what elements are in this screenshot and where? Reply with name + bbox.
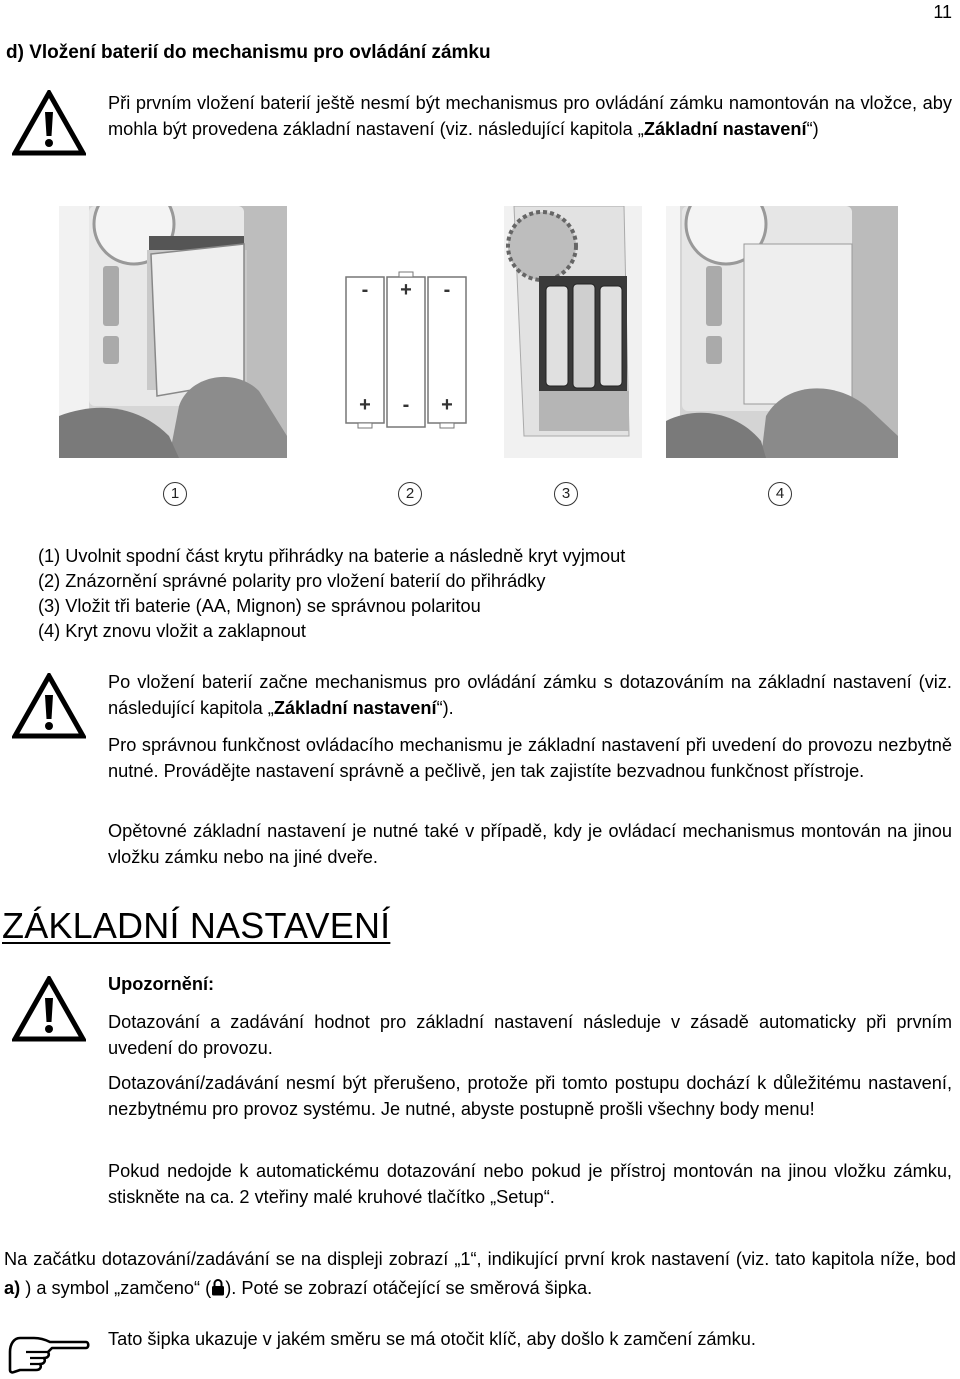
importance-paragraph: Pro správnou funkčnost ovládacího mechanismu je základní nastavení při uvedení do provozu nezbytně nutné. Provádějte nastavení správně a pečlivě, jen tak zajistíte bezvadnou funkčnost přístroje. <box>108 735 952 781</box>
battery-2-top-sign: + <box>400 279 412 301</box>
battery-polarity-diagram <box>340 268 470 430</box>
after-insert-text: Po vložení baterií začne mechanismus pro ovládání zámku s dotazováním na základní nastavení (viz. následující kapitola „ <box>108 672 952 718</box>
figure-label-2: 2 <box>398 482 422 506</box>
main-heading: ZÁKLADNÍ NASTAVENÍ <box>2 905 391 946</box>
notice-title: Upozornění: <box>108 974 215 994</box>
step-3: (3) Vložit tři baterie (AA, Mignon) se správnou polaritou <box>38 596 481 616</box>
notice-paragraph-3: Pokud nedojde k automatickému dotazování nebo pokud je přístroj montován na jinou vložku zámku, stiskněte na ca. 2 vteřiny malé kruhové tlačítko „Setup“. <box>108 1161 952 1207</box>
start-text-end: ). Poté se zobrazí otáčející se směrová šipka. <box>225 1278 593 1298</box>
after-insert-bold-ref: Základní nastavení <box>273 697 437 718</box>
figure-label-3: 3 <box>554 482 578 506</box>
figure-label-1: 1 <box>163 482 187 506</box>
start-text-mid: ) a symbol „zamčeno“ ( <box>20 1278 212 1298</box>
warning-icon <box>12 90 86 156</box>
figure-label-4: 4 <box>768 482 792 506</box>
after-insert-text-end: “). <box>436 697 454 718</box>
pointing-hand-icon <box>6 1326 90 1376</box>
warning-icon <box>12 976 86 1042</box>
start-text: Na začátku dotazování/zadávání se na displeji zobrazí „1“, indikující první krok nastavení (viz. tato kapitola níže, bod <box>4 1249 956 1269</box>
step-1: (1) Uvolnit spodní část krytu přihrádky na baterie a následně kryt vyjmout <box>38 546 626 566</box>
step-4: (4) Kryt znovu vložit a zaklapnout <box>38 621 306 641</box>
lock-icon <box>211 1278 225 1296</box>
intro-bold-ref: Základní nastavení <box>643 118 807 139</box>
notice-paragraph-2: Dotazování/zadávání nesmí být přerušeno, protože při tomto postupu dochází k důležitému nastavení, nezbytnému pro provoz systému. Je nutné, abyste postupně prošli všechny body menu! <box>108 1073 952 1119</box>
warning-icon <box>12 673 86 739</box>
photo-step-3 <box>484 206 642 458</box>
section-title: d) Vložení baterií do mechanismu pro ovládání zámku <box>6 42 491 63</box>
photo-step-4 <box>666 206 898 458</box>
notice-paragraph-1: Dotazování a zadávání hodnot pro základní nastavení následuje v zásadě automaticky při prvním uvedení do provozu. <box>108 1012 952 1058</box>
reset-paragraph: Opětovné základní nastavení je nutné také v případě, kdy je ovládací mechanismus montován na jinou vložku zámku nebo na jiné dveře. <box>108 821 952 867</box>
battery-2-bottom-sign: - <box>402 394 410 416</box>
battery-3-bottom-sign: + <box>441 394 453 416</box>
step-2: (2) Znázornění správné polarity pro vložení baterií do přihrádky <box>38 571 546 591</box>
battery-1-bottom-sign: + <box>359 394 371 416</box>
battery-3-top-sign: - <box>443 279 451 301</box>
battery-1-top-sign: - <box>361 279 369 301</box>
after-insert-paragraph <box>108 670 952 721</box>
start-paragraph <box>4 1245 956 1303</box>
pointer-note: Tato šipka ukazuje v jakém směru se má otočit klíč, aby došlo k zamčení zámku. <box>108 1329 756 1349</box>
page-number: 11 <box>933 2 952 22</box>
intro-text-end: “) <box>806 118 819 139</box>
photo-step-1 <box>59 206 287 458</box>
start-bold-ref: a) <box>4 1278 21 1298</box>
intro-paragraph <box>108 91 952 142</box>
intro-text: Při prvním vložení baterií ještě nesmí být mechanismus pro ovládání zámku namontován na vložce, aby mohla být provedena základní nastavení (viz. následující kapitola „ <box>108 93 952 139</box>
